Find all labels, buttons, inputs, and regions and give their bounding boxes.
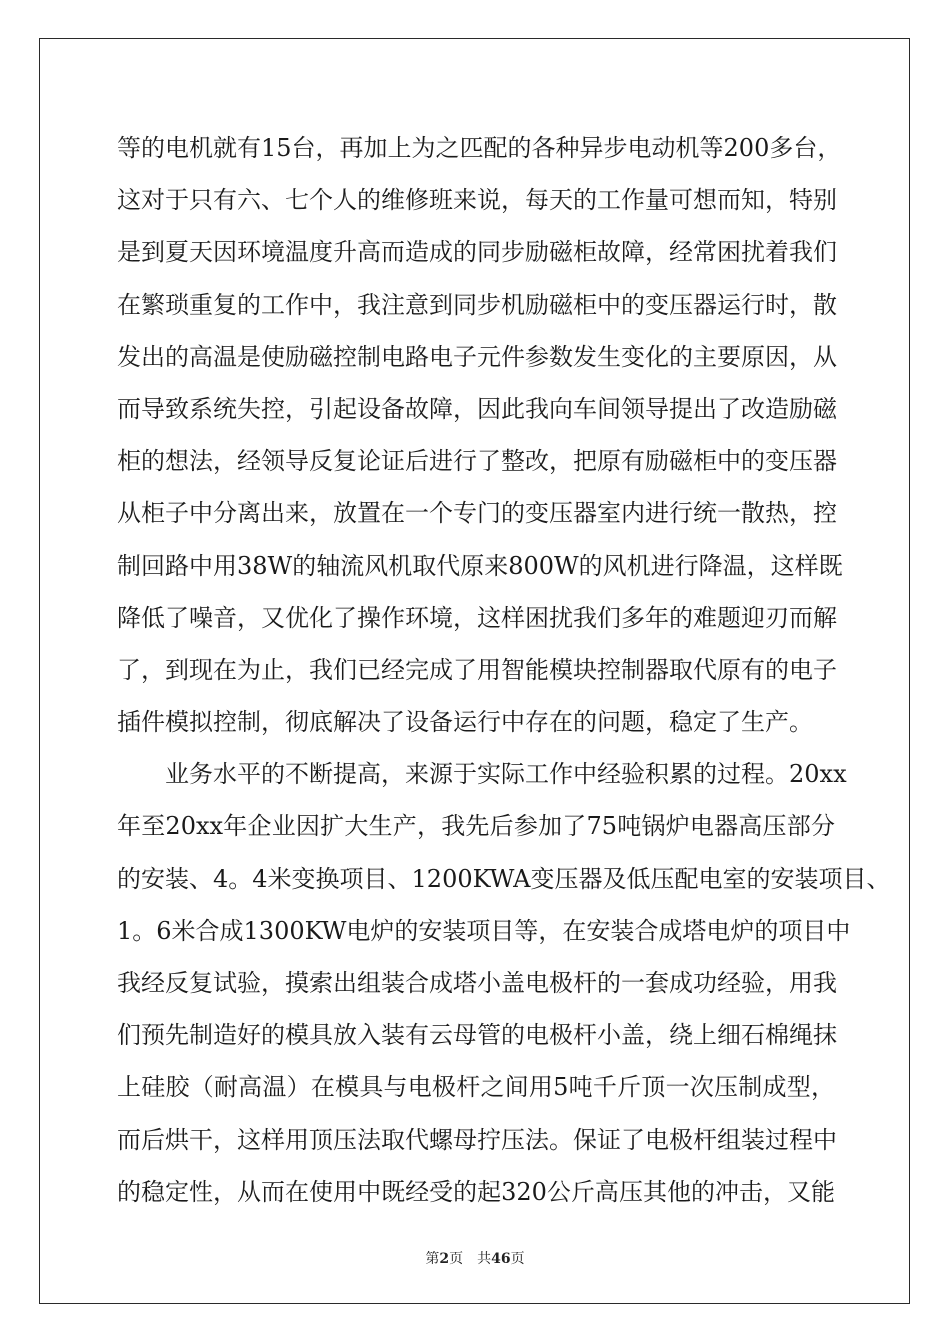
text-line: 在繁琐重复的工作中，我注意到同步机励磁柜中的变压器运行时，散 bbox=[117, 290, 837, 319]
total-prefix: 共 bbox=[477, 1251, 492, 1267]
text-line: 降低了噪音，又优化了操作环境，这样困扰我们多年的难题迎刃而解 bbox=[117, 603, 837, 632]
document-body bbox=[117, 128, 891, 1224]
text-line: 们预先制造好的模具放入装有云母管的电极杆小盖，绕上细石棉绳抹 bbox=[117, 1021, 837, 1050]
text-line: 的稳定性，从而在使用中既经受的起320公斤高压其他的冲击，又能 bbox=[117, 1177, 835, 1206]
text-line: 这对于只有六、七个人的维修班来说，每天的工作量可想而知，特别 bbox=[117, 186, 837, 215]
text-line: 柜的想法，经领导反复论证后进行了整改，把原有励磁柜中的变压器 bbox=[117, 447, 837, 476]
text-line: 而导致系统失控，引起设备故障，因此我向车间领导提出了改造励磁 bbox=[117, 394, 837, 423]
total-suffix: 页 bbox=[510, 1251, 525, 1267]
text-line: 而后烘干，这样用顶压法取代螺母拧压法。保证了电极杆组装过程中 bbox=[117, 1125, 837, 1154]
text-line: 等的电机就有15台，再加上为之匹配的各种异步电动机等200多台， bbox=[117, 134, 842, 162]
page-suffix: 页 bbox=[449, 1251, 464, 1267]
text-line: 的安装、4。4米变换项目、1200KWA变压器及低压配电室的安装项目、 bbox=[117, 864, 891, 893]
page-prefix: 第 bbox=[425, 1251, 440, 1267]
text-line: 从柜子中分离出来，放置在一个专门的变压器室内进行统一散热，控 bbox=[117, 499, 837, 528]
text-line: 发出的高温是使励磁控制电路电子元件参数发生变化的主要原因，从 bbox=[117, 342, 837, 371]
paragraph-end-line: 插件模拟控制，彻底解决了设备运行中存在的问题，稳定了生产。 bbox=[117, 708, 813, 737]
text-line: 制回路中用38W的轴流风机取代原来800W的风机进行降温，这样既 bbox=[117, 551, 843, 580]
text-line: 1。6米合成1300KW电炉的安装项目等，在安装合成塔电炉的项目中 bbox=[117, 916, 851, 945]
paragraph-start-line: 业务水平的不断提高，来源于实际工作中经验积累的过程。20xx bbox=[165, 760, 847, 789]
total-pages: 46 bbox=[491, 1251, 511, 1267]
text-line: 年至20xx年企业因扩大生产，我先后参加了75吨锅炉电器高压部分 bbox=[117, 812, 835, 841]
page-footer bbox=[0, 1248, 950, 1268]
text-line: 我经反复试验，摸索出组装合成塔小盖电极杆的一套成功经验，用我 bbox=[117, 969, 837, 997]
page-number: 2 bbox=[439, 1251, 450, 1267]
text-line: 了，到现在为止，我们已经完成了用智能模块控制器取代原有的电子 bbox=[117, 655, 837, 684]
text-line: 是到夏天因环境温度升高而造成的同步励磁柜故障，经常困扰着我们 bbox=[117, 238, 837, 267]
text-line: 上硅胶（耐高温）在模具与电极杆之间用5吨千斤顶一次压制成型， bbox=[117, 1073, 835, 1102]
